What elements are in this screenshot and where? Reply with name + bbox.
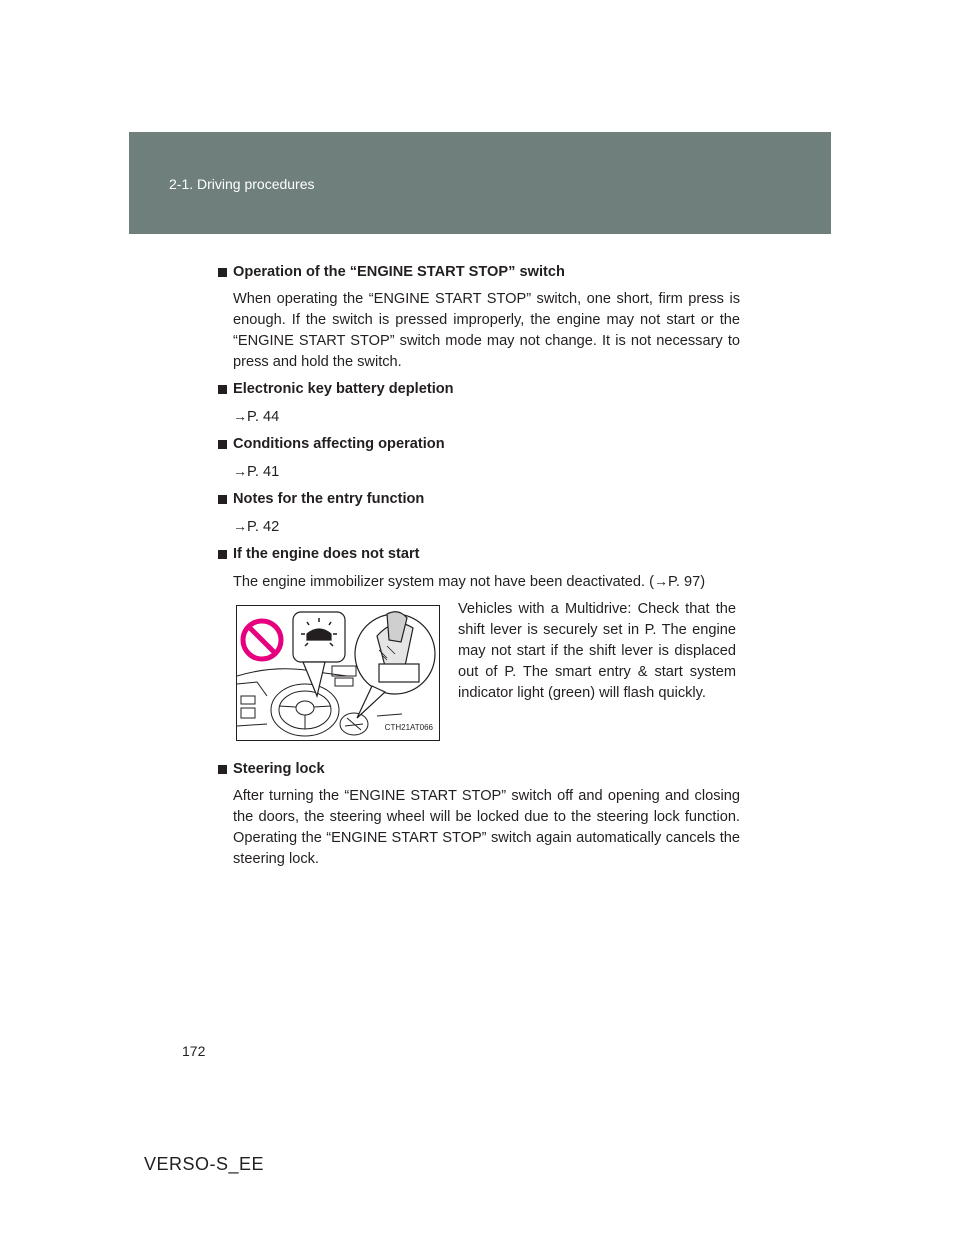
page-reference: →P. 41 (233, 463, 280, 480)
prohibition-icon (243, 621, 281, 659)
page-reference: →P. 44 (233, 408, 280, 425)
item-body: The engine immobilizer system may not have been deactivated. (→P. 97) (233, 573, 706, 590)
item-entry-function (218, 489, 740, 538)
item-body: When operating the “ENGINE START STOP” switch, one short, firm press is enough. If the switch is pressed improperly, the engine may not start or the “ENGINE START STOP” switch mode may not change. It is not necessary to press and hold the switch. (233, 291, 740, 370)
page-content (218, 262, 740, 876)
engine-start-button-callout (293, 612, 345, 696)
square-bullet-icon (218, 765, 227, 774)
item-body: After turning the “ENGINE START STOP” switch off and opening and closing the doors, the steering wheel will be locked due to the steering lock function. Operating the “ENGINE START STOP” switch again automatically cancels the steering lock. (233, 788, 740, 867)
item-key-battery (218, 379, 740, 428)
arrow-icon: → (233, 518, 247, 534)
arrow-icon: → (654, 573, 668, 589)
square-bullet-icon (218, 268, 227, 277)
figure-row (236, 601, 740, 741)
item-title: Steering lock (218, 759, 740, 780)
item-engine-not-start (218, 544, 740, 593)
arrow-icon: → (233, 463, 247, 479)
item-engine-start-stop (218, 262, 740, 373)
square-bullet-icon (218, 440, 227, 449)
page-reference: →P. 42 (233, 518, 280, 535)
item-title: Conditions affecting operation (218, 434, 740, 455)
arrow-icon: → (233, 408, 247, 424)
illustration (236, 605, 440, 741)
header-band (129, 132, 831, 234)
item-title: Operation of the “ENGINE START STOP” switch (218, 262, 740, 283)
square-bullet-icon (218, 385, 227, 394)
page-number: 172 (182, 1043, 206, 1059)
footer-code: VERSO-S_EE (144, 1154, 265, 1174)
item-title: If the engine does not start (218, 544, 740, 565)
figure-code: CTH21AT066 (384, 723, 433, 732)
item-conditions (218, 434, 740, 483)
item-steering-lock (218, 759, 740, 870)
item-title: Electronic key battery depletion (218, 379, 740, 400)
section-title: 2-1. Driving procedures (169, 176, 315, 192)
square-bullet-icon (218, 550, 227, 559)
shift-lever-callout (355, 612, 435, 718)
figure-caption: Vehicles with a Multidrive: Check that the shift lever is securely set in P. The engine may not start if the shift lever is displaced out of P. The smart entry & start system indicator light (green) will flash quickly. (458, 601, 736, 701)
item-title: Notes for the entry function (218, 489, 740, 510)
square-bullet-icon (218, 495, 227, 504)
